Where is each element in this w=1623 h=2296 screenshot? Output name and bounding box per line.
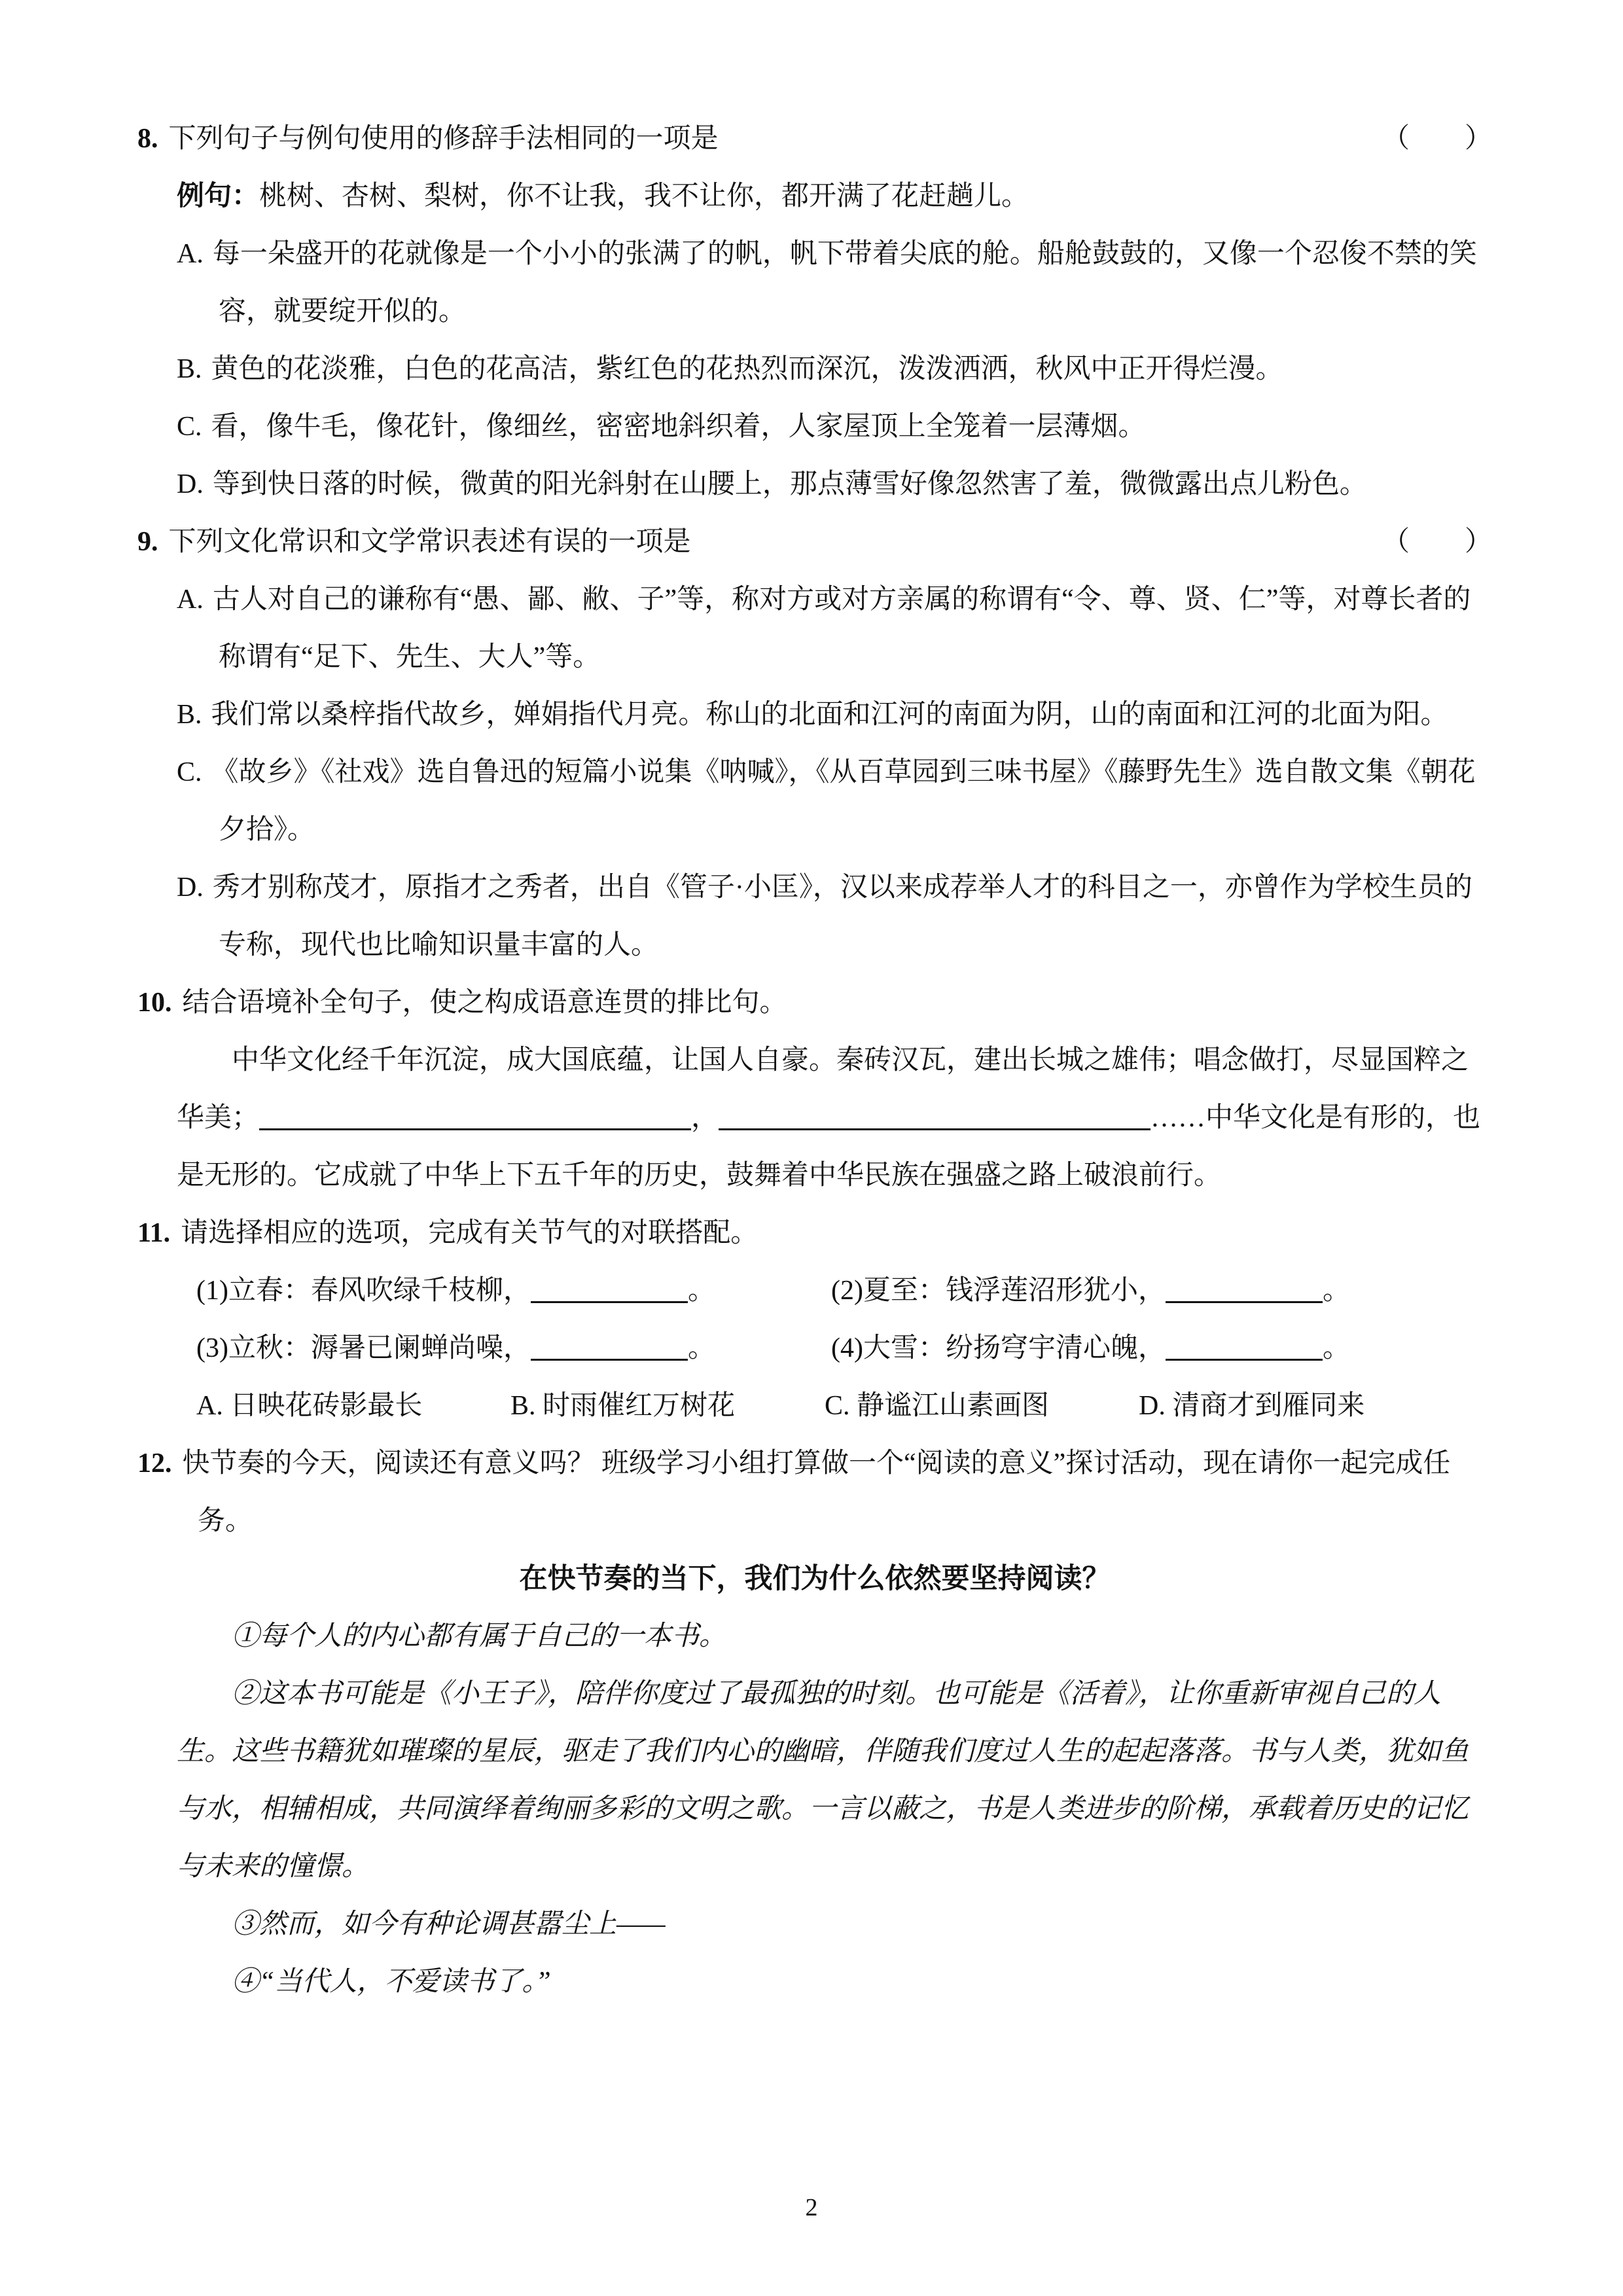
q12-paragraph-3: ③然而，如今有种论调甚嚣尘上—— — [232, 1909, 666, 1939]
page-number: 2 — [805, 2194, 818, 2221]
question-11-row-1 — [196, 1262, 1492, 1319]
q11-item-1-suffix: 。 — [687, 1276, 715, 1306]
option-label-d: D. — [177, 469, 204, 499]
q12-passage — [137, 1607, 1492, 2011]
option-text-a: 每一朵盛开的花就像是一个小小的张满了的帆，帆下带着尖底的舱。船舱鼓鼓的，又像一个忍俊不禁的笑容，就要绽开似的。 — [212, 239, 1477, 327]
option-label-a: A. — [177, 239, 204, 269]
q11-option-b: B. 时雨催红万树花 — [510, 1391, 736, 1421]
question-10-stem — [137, 974, 1492, 1031]
q11-option-d: D. 清商才到雁同来 — [1139, 1391, 1365, 1421]
option-text-a: 古人对自己的谦称有“愚、鄙、敝、子”等，称对方或对方亲属的称谓有“令、尊、贤、仁”等，对尊长者的称谓有“足下、先生、大人”等。 — [212, 584, 1471, 672]
question-8-option-c — [177, 398, 1492, 456]
question-12-stem-text: 快节奏的今天，阅读还有意义吗？ 班级学习小组打算做一个“阅读的意义”探讨活动，现在请你一起完成任务。 — [182, 1448, 1451, 1536]
q12-paragraph-2: ②这本书可能是《小王子》，陪伴你度过了最孤独的时刻。也可能是《活着》，让你重新审视自己的人生。这些书籍犹如璀璨的星辰，驱走了我们内心的幽暗，伴随我们度过人生的起起落落。书与人类，犹如鱼与水，相辅相成，共同演绎着绚丽多彩的文明之歌。一言以蔽之，书是人类进步的阶梯，承载着历史的记忆与未来的憧憬。 — [177, 1679, 1469, 1882]
q11-option-c: C. 静谧江山素画图 — [825, 1391, 1050, 1421]
question-8-stem-line — [137, 110, 1492, 168]
question-9-option-d — [177, 859, 1492, 974]
q10-separator: ， — [691, 1103, 719, 1133]
question-8-option-a — [177, 225, 1492, 340]
q11-item-2-text: (2)夏至：钱浮莲沼形犹小， — [831, 1276, 1166, 1306]
q11-item-3-text: (3)立秋：溽暑已阑蝉尚噪， — [196, 1333, 531, 1363]
q10-text-after: ……中华文化是有形的，也是无形的。它成就了中华上下五千年的历史，鼓舞着中华民族在强盛之路上破浪前行。 — [177, 1103, 1481, 1191]
example-label: 例句： — [177, 181, 260, 211]
question-9-stem — [137, 513, 691, 571]
option-text-c: 《故乡》《社戏》选自鲁迅的短篇小说集《呐喊》，《从百草园到三味书屋》《藤野先生》选自散文集《朝花夕拾》。 — [211, 757, 1476, 845]
question-11-row-2 — [196, 1319, 1492, 1377]
q11-item-4-text: (4)大雪：纷扬穹宇清心魄， — [831, 1333, 1166, 1363]
option-label-b: B. — [177, 700, 202, 730]
q10-text-before: 中华文化经千年沉淀，成大国底蕴，让国人自豪。秦砖汉瓦，建出长城之雄伟；唱念做打，尽显国粹之华美； — [177, 1045, 1469, 1133]
option-text-b: 黄色的花淡雅，白色的花高洁，紫红色的花热烈而深沉，泼泼洒洒，秋风中正开得烂漫。 — [211, 354, 1283, 384]
question-12-stem — [137, 1435, 1492, 1550]
q11-blank-2 — [1166, 1277, 1323, 1303]
question-10-stem-text: 结合语境补全句子，使之构成语意连贯的排比句。 — [182, 988, 787, 1018]
option-label-b: B. — [177, 354, 202, 384]
question-9-number: 9. — [137, 527, 158, 557]
q12-paragraph-1: ①每个人的内心都有属于自己的一本书。 — [232, 1621, 727, 1651]
question-9-option-b — [177, 686, 1492, 744]
question-10 — [137, 974, 1492, 1204]
question-9-stem-text: 下列文化常识和文学常识表述有误的一项是 — [168, 527, 691, 557]
q11-item-3-suffix: 。 — [687, 1333, 715, 1363]
option-text-c: 看，像牛毛，像花针，像细丝，密密地斜织着，人家屋顶上全笼着一层薄烟。 — [211, 412, 1146, 442]
question-8-number: 8. — [137, 124, 158, 154]
option-text-d: 秀才别称茂才，原指才之秀者，出自《管子·小匡》，汉以来成荐举人才的科目之一，亦曾作为学校生员的专称，现代也比喻知识量丰富的人。 — [212, 872, 1472, 960]
q12-paragraph-4: ④“当代人，不爱读书了。” — [232, 1967, 551, 1997]
q11-item-2-suffix: 。 — [1322, 1276, 1350, 1306]
question-8-option-b — [177, 340, 1492, 398]
question-9-answer-bracket: （ ） — [1382, 527, 1492, 557]
q11-item-4 — [831, 1319, 1350, 1377]
option-text-d: 等到快日落的时候，微黄的阳光斜射在山腰上，那点薄雪好像忽然害了羞，微微露出点儿粉色。 — [212, 469, 1367, 499]
question-12 — [137, 1435, 1492, 2011]
question-8-example — [177, 168, 1492, 225]
question-9-option-a — [177, 571, 1492, 686]
q11-option-a: A. 日映花砖影最长 — [196, 1391, 423, 1421]
question-9-option-c — [177, 744, 1492, 859]
question-11-number: 11. — [137, 1218, 171, 1248]
question-11-options — [196, 1377, 1492, 1435]
option-label-c: C. — [177, 757, 202, 787]
q11-item-2 — [831, 1262, 1350, 1319]
example-text: 桃树、杏树、梨树，你不让我，我不让你，都开满了花赶趟儿。 — [259, 181, 1029, 211]
q11-item-1-text: (1)立春：春风吹绿千枝柳， — [196, 1276, 531, 1306]
q11-item-1 — [196, 1262, 831, 1319]
option-text-b: 我们常以桑梓指代故乡，婵娟指代月亮。称山的北面和江河的南面为阴，山的南面和江河的北面为阳。 — [211, 700, 1448, 730]
q11-blank-3 — [531, 1335, 688, 1361]
question-8-stem-text: 下列句子与例句使用的修辞手法相同的一项是 — [168, 124, 719, 154]
q11-blank-4 — [1166, 1335, 1323, 1361]
question-10-paragraph — [177, 1031, 1492, 1204]
question-11-stem — [137, 1204, 1492, 1262]
question-8 — [137, 110, 1492, 513]
q10-blank-1 — [259, 1104, 691, 1130]
question-10-number: 10. — [137, 988, 172, 1018]
option-label-a: A. — [177, 584, 204, 615]
question-8-stem — [137, 110, 719, 168]
question-8-option-d — [177, 456, 1492, 513]
option-label-c: C. — [177, 412, 202, 442]
q10-blank-2 — [719, 1104, 1150, 1130]
question-8-answer-bracket: （ ） — [1382, 124, 1492, 154]
option-label-d: D. — [177, 872, 204, 903]
question-9 — [137, 513, 1492, 974]
q11-item-3 — [196, 1319, 831, 1377]
q11-item-4-suffix: 。 — [1322, 1333, 1350, 1363]
question-12-number: 12. — [137, 1448, 172, 1479]
question-11-stem-text: 请选择相应的选项，完成有关节气的对联搭配。 — [181, 1218, 758, 1248]
question-11 — [137, 1204, 1492, 1435]
q12-passage-title: 在快节奏的当下，我们为什么依然要坚持阅读？ — [519, 1563, 1111, 1594]
question-9-stem-line — [137, 513, 1492, 571]
q11-blank-1 — [531, 1277, 688, 1303]
